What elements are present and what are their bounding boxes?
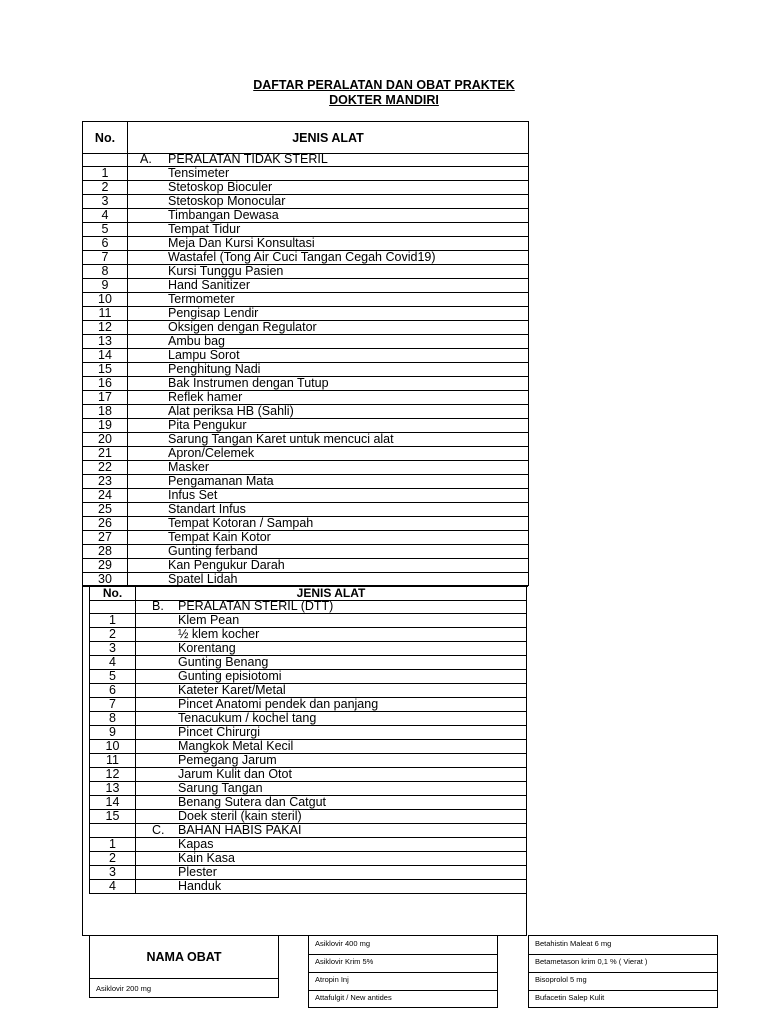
row-label: Jarum Kulit dan Otot [178, 768, 292, 781]
header-jenis-alat-2: JENIS ALAT [296, 585, 366, 600]
row-number [90, 824, 136, 837]
row-number: 29 [83, 559, 128, 572]
title-line-2: DOKTER MANDIRI [329, 93, 439, 107]
row-number: 2 [90, 852, 136, 865]
nama-obat-header: NAMA OBAT [146, 950, 222, 964]
row-label: Oksigen dengan Regulator [168, 321, 317, 334]
table-row [83, 447, 528, 461]
row-label: Gunting Benang [178, 656, 269, 669]
row-label: Doek steril (kain steril) [178, 810, 302, 823]
document-title [0, 78, 768, 108]
table-row [83, 265, 528, 279]
row-label: Hand Sanitizer [168, 279, 250, 292]
obat-item: Betametason krim 0,1 % ( Vierat ) [535, 957, 648, 966]
row-number [83, 153, 128, 166]
row-number: 26 [83, 517, 128, 530]
table-row [89, 740, 526, 754]
obat-item: Bufacetin Salep Kulit [535, 993, 605, 1002]
row-label: Lampu Sorot [168, 349, 240, 362]
obat-column-2 [308, 935, 498, 1008]
row-label: Termometer [168, 293, 235, 306]
row-label: Gunting ferband [168, 545, 258, 558]
row-label: Korentang [178, 642, 236, 655]
row-label: Benang Sutera dan Catgut [178, 796, 327, 809]
row-label: Tensimeter [168, 167, 230, 180]
row-number: 3 [90, 866, 136, 879]
section-letter: C. [152, 824, 165, 837]
table-row [89, 880, 526, 894]
table-row [83, 223, 528, 237]
row-number: 4 [83, 209, 128, 222]
row-number: 7 [90, 698, 136, 711]
section-label: PERALATAN TIDAK STERIL [168, 153, 328, 166]
nama-obat-box [89, 935, 279, 998]
table-row [89, 810, 526, 824]
row-number: 9 [90, 726, 136, 739]
table-row [83, 335, 528, 349]
header-no-2: No. [90, 586, 136, 600]
row-label: Kateter Karet/Metal [178, 684, 286, 697]
row-label: Pincet Anatomi pendek dan panjang [178, 698, 379, 711]
table-row [89, 698, 526, 712]
row-label: Tenacukum / kochel tang [178, 712, 317, 725]
row-number: 4 [90, 656, 136, 669]
row-number: 3 [83, 195, 128, 208]
header-jenis-alat: JENIS ALAT [292, 130, 364, 145]
title-line-1: DAFTAR PERALATAN DAN OBAT PRAKTEK [253, 78, 515, 92]
row-number: 2 [90, 628, 136, 641]
section-letter: B. [152, 600, 164, 613]
row-number: 3 [90, 642, 136, 655]
table-row [89, 684, 526, 698]
row-label: Penghitung Nadi [168, 363, 261, 376]
row-label [136, 824, 526, 837]
table-row [89, 656, 526, 670]
table-row [89, 754, 526, 768]
row-label: Handuk [178, 880, 222, 893]
table-row [83, 517, 528, 531]
row-number: 8 [83, 265, 128, 278]
row-number: 10 [90, 740, 136, 753]
table-row [83, 503, 528, 517]
table-row [83, 545, 528, 559]
row-number: 10 [83, 293, 128, 306]
table-row [83, 349, 528, 363]
table-row [89, 642, 526, 656]
row-label: Plester [178, 866, 217, 879]
table-row [83, 461, 528, 475]
table-row [83, 181, 528, 195]
table-row [89, 628, 526, 642]
row-number: 2 [83, 181, 128, 194]
obat-item: Asiklovir 400 mg [315, 939, 371, 948]
row-number: 12 [90, 768, 136, 781]
row-label: Standart Infus [168, 503, 246, 516]
row-number: 1 [90, 838, 136, 851]
row-number: 17 [83, 391, 128, 404]
row-label: Stetoskop Monocular [168, 195, 286, 208]
row-label: Spatel Lidah [168, 573, 238, 586]
row-number: 16 [83, 377, 128, 390]
row-label: Pita Pengukur [168, 419, 247, 432]
row-number: 27 [83, 531, 128, 544]
row-number [90, 600, 136, 613]
row-number: 15 [90, 810, 136, 823]
row-label: Kursi Tunggu Pasien [168, 265, 284, 278]
row-number: 20 [83, 433, 128, 446]
row-label: Ambu bag [168, 335, 225, 348]
section-letter: A. [140, 153, 152, 166]
section-c-row [89, 824, 526, 838]
row-label: Pincet Chirurgi [178, 726, 260, 739]
table-row [89, 866, 526, 880]
table-row [83, 489, 528, 503]
row-label: Apron/Celemek [168, 447, 255, 460]
obat-item: Bisoprolol 5 mg [535, 975, 587, 984]
row-number: 30 [83, 573, 128, 586]
table-row [83, 321, 528, 335]
row-label: Stetoskop Bioculer [168, 181, 273, 194]
row-number: 11 [83, 307, 128, 320]
obat-item: Betahistin Maleat 6 mg [535, 939, 612, 948]
row-label: Reflek hamer [168, 391, 243, 404]
row-label [128, 153, 528, 166]
table-row [83, 419, 528, 433]
row-label: Sarung Tangan [178, 782, 263, 795]
obat-item: Asiklovir Krim 5% [315, 957, 374, 966]
row-label: Wastafel (Tong Air Cuci Tangan Cegah Covid19) [168, 251, 436, 264]
row-label: Pemegang Jarum [178, 754, 277, 767]
obat-col1-item: Asiklovir 200 mg [96, 984, 152, 993]
table-row [89, 726, 526, 740]
section-label: BAHAN HABIS PAKAI [178, 824, 302, 837]
row-label: Infus Set [168, 489, 218, 502]
table-row [89, 768, 526, 782]
row-label: Kan Pengukur Darah [168, 559, 285, 572]
table-row [89, 796, 526, 810]
table-row [83, 391, 528, 405]
equipment-table-bc [82, 585, 527, 936]
row-number: 13 [90, 782, 136, 795]
row-label: Tempat Kain Kotor [168, 531, 271, 544]
row-number: 19 [83, 419, 128, 432]
row-number: 24 [83, 489, 128, 502]
table-row [83, 195, 528, 209]
row-number: 8 [90, 712, 136, 725]
table-row [83, 559, 528, 573]
row-number: 23 [83, 475, 128, 488]
row-number: 6 [90, 684, 136, 697]
row-label [136, 600, 526, 613]
table-row [83, 475, 528, 489]
table-row [89, 838, 526, 852]
table-row [83, 251, 528, 265]
table-row [83, 405, 528, 419]
table-row [83, 433, 528, 447]
table-row [83, 307, 528, 321]
row-label: Klem Pean [178, 614, 240, 627]
table-row [89, 670, 526, 684]
row-label: Kain Kasa [178, 852, 235, 865]
table-row [83, 363, 528, 377]
table-row [89, 852, 526, 866]
row-number: 15 [83, 363, 128, 376]
row-number: 9 [83, 279, 128, 292]
row-number: 1 [90, 614, 136, 627]
row-label: Timbangan Dewasa [168, 209, 279, 222]
row-label: Masker [168, 461, 209, 474]
row-label: Pengamanan Mata [168, 475, 274, 488]
row-number: 28 [83, 545, 128, 558]
table-row [89, 712, 526, 726]
obat-item: Atropin Inj [315, 975, 349, 984]
row-label: Tempat Tidur [168, 223, 241, 236]
row-number: 6 [83, 237, 128, 250]
table-row [83, 237, 528, 251]
section-a-row [83, 153, 528, 167]
table-row [83, 531, 528, 545]
row-number: 18 [83, 405, 128, 418]
row-label: Alat periksa HB (Sahli) [168, 405, 294, 418]
row-label: Sarung Tangan Karet untuk mencuci alat [168, 433, 394, 446]
obat-item: Attafulgit / New antides [315, 993, 392, 1002]
row-number: 1 [83, 167, 128, 180]
row-label: Pengisap Lendir [168, 307, 259, 320]
row-number: 25 [83, 503, 128, 516]
row-number: 22 [83, 461, 128, 474]
equipment-table-a [82, 121, 529, 586]
table-row [89, 614, 526, 628]
row-number: 12 [83, 321, 128, 334]
row-label: Meja Dan Kursi Konsultasi [168, 237, 315, 250]
row-number: 14 [83, 349, 128, 362]
obat-column-3 [528, 935, 718, 1008]
row-number: 7 [83, 251, 128, 264]
table-row [83, 279, 528, 293]
row-number: 14 [90, 796, 136, 809]
row-label: Gunting episiotomi [178, 670, 282, 683]
row-number: 11 [90, 754, 136, 767]
row-number: 5 [90, 670, 136, 683]
table-a-header [83, 122, 528, 154]
table-bc-header [89, 586, 526, 601]
section-label: PERALATAN STERIL (DTT) [178, 600, 334, 613]
row-label: Mangkok Metal Kecil [178, 740, 294, 753]
header-no: No. [83, 122, 128, 153]
row-label: Bak Instrumen dengan Tutup [168, 377, 329, 390]
table-row [83, 377, 528, 391]
row-number: 4 [90, 880, 136, 893]
row-number: 21 [83, 447, 128, 460]
table-row [83, 293, 528, 307]
section-b-row [89, 600, 526, 614]
table-row [89, 782, 526, 796]
row-number: 13 [83, 335, 128, 348]
row-label: Tempat Kotoran / Sampah [168, 517, 314, 530]
table-row [83, 209, 528, 223]
row-number: 5 [83, 223, 128, 236]
table-row [83, 167, 528, 181]
row-label: Kapas [178, 838, 214, 851]
row-label: ½ klem kocher [178, 628, 260, 641]
